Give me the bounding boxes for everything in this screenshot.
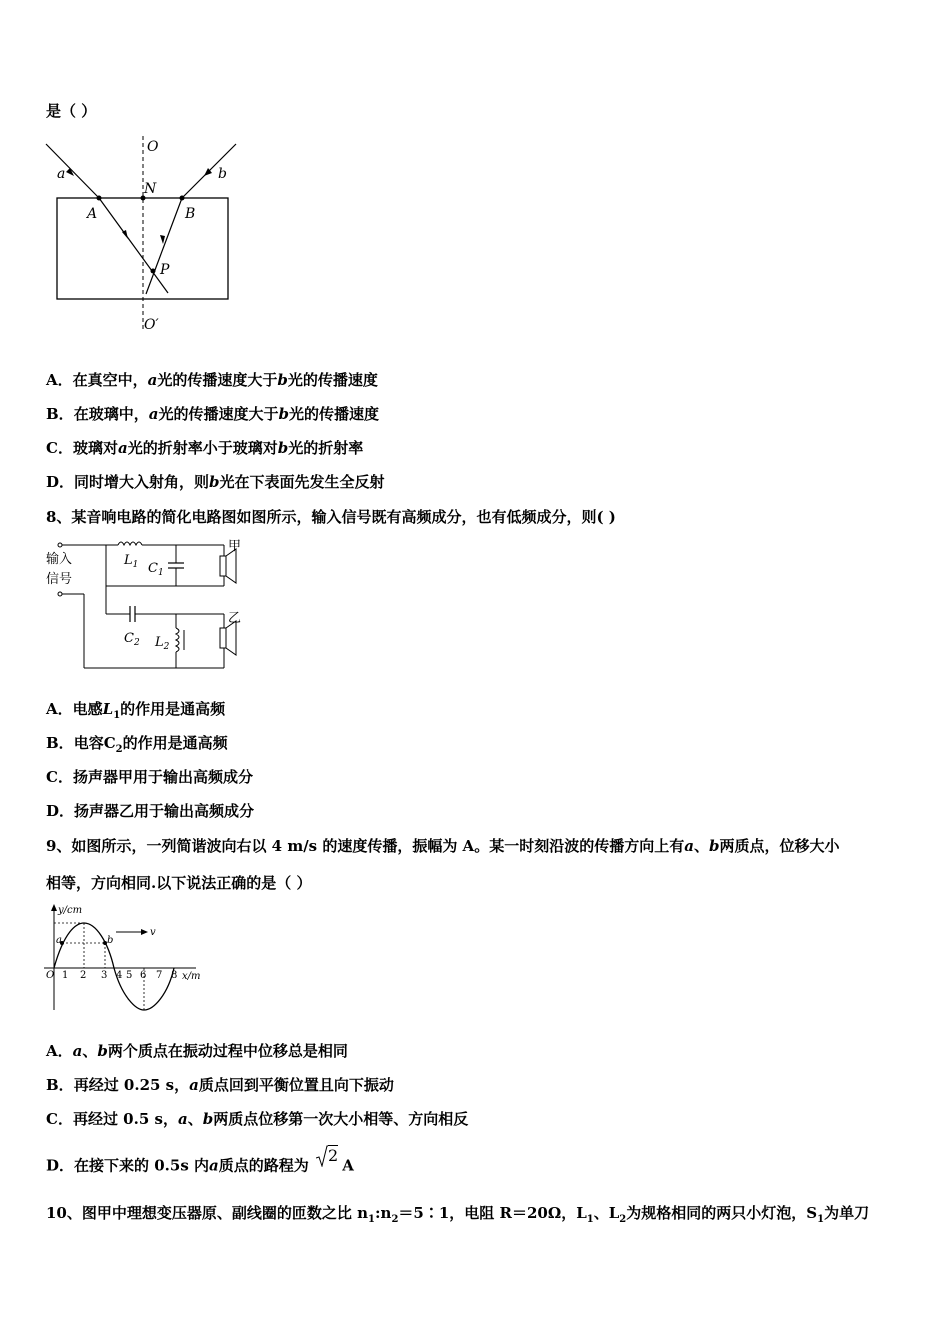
tick-8: 8 (171, 970, 178, 981)
terminal-top (58, 543, 62, 547)
q9-stem-line2: 相等，方向相同.以下说法正确的是（ ） (46, 874, 312, 892)
label-B: B (185, 206, 196, 222)
label-L1: $L_1$ (124, 553, 139, 570)
label-yaxis: y/cm (58, 905, 83, 916)
q7-option-C[interactable]: C．玻璃对a光的折射率小于玻璃对b光的折射率 (46, 439, 364, 457)
q7-option-A[interactable]: A．在真空中，a光的传播速度大于b光的传播速度 (46, 371, 378, 389)
q8-option-B[interactable]: B．电容$C_2$的作用是通高频 (46, 734, 228, 755)
q9-stem-line1: 9、如图所示，一列简谐波向右以 4 m/s 的速度传播，振幅为 A。某一时刻沿波的传播方向上有a、b两质点，位移大小 (46, 837, 840, 855)
speaker-yi (220, 628, 226, 648)
label-L2: $L_2$ (155, 635, 170, 652)
label-yi: 乙 (228, 611, 242, 626)
q7-stem-tail: 是（ ） (46, 102, 97, 120)
speaker-jia (220, 556, 226, 576)
tick-6: 6 (140, 970, 147, 981)
label-input-1: 输入 (46, 552, 73, 567)
inductor-L2 (176, 628, 179, 652)
ray-a-refracted (99, 198, 168, 293)
q8-option-D[interactable]: D．扬声器乙用于输出高频成分 (46, 802, 255, 820)
tick-2: 2 (80, 970, 87, 981)
terminal-bottom (58, 592, 62, 596)
label-a: a (56, 935, 62, 946)
label-O: O (147, 139, 159, 155)
inductor-L1 (118, 542, 142, 545)
label-A: A (87, 206, 98, 222)
tick-1: 1 (62, 970, 69, 981)
q9-option-A[interactable]: A．a、b两个质点在振动过程中位移总是相同 (46, 1042, 348, 1060)
tick-7: 7 (156, 970, 163, 981)
q8-circuit-figure (44, 536, 244, 676)
arrow-b2 (160, 235, 165, 244)
tick-3: 3 (101, 970, 108, 981)
label-b: b (218, 166, 227, 182)
label-v: v (150, 927, 156, 938)
ray-b-refracted (146, 198, 182, 294)
wave-curve (54, 923, 174, 1010)
sqrt-expression: 2 (316, 1145, 338, 1167)
label-C1: $C_1$ (148, 561, 164, 578)
q9-wave-figure (44, 902, 214, 1014)
point-A (97, 196, 102, 201)
q8-option-C[interactable]: C．扬声器甲用于输出高频成分 (46, 768, 253, 786)
q10-stem: 10、图甲中理想变压器原、副线圈的匝数之比 $n_1:n_2=5∶1$，电阻 R＝20Ω，$L_1$、$L_2$为规格相同的两只小灯泡，$S_1$为单刀 (46, 1204, 870, 1225)
q8-stem: 8、某音响电路的简化电路图如图所示，输入信号既有高频成分，也有低频成分，则( ) (46, 508, 616, 526)
q9-option-B[interactable]: B．再经过 0.25 s，a质点回到平衡位置且向下振动 (46, 1076, 394, 1094)
q7-option-D[interactable]: D．同时增大入射角，则b光在下表面先发生全反射 (46, 473, 385, 491)
label-origin: O (46, 970, 55, 981)
q7-refraction-figure (40, 136, 240, 336)
label-C2: $C_2$ (124, 631, 140, 648)
q7-option-B[interactable]: B．在玻璃中，a光的传播速度大于b光的传播速度 (46, 405, 379, 423)
label-N: N (144, 181, 157, 197)
label-Oprime: O′ (144, 317, 159, 333)
tick-5: 5 (126, 970, 133, 981)
ray-a-incident (46, 144, 99, 198)
label-a: a (57, 166, 66, 182)
point-P (151, 269, 156, 274)
tick-4: 4 (116, 970, 123, 981)
point-B (180, 196, 185, 201)
q9-option-D[interactable]: D．在接下来的 0.5s 内a质点的路程为 2A (46, 1145, 354, 1175)
label-P: P (160, 262, 170, 278)
q8-option-A[interactable]: A．电感$L_1$的作用是通高频 (46, 700, 226, 721)
label-input-2: 信号 (46, 572, 73, 587)
q9-option-C[interactable]: C．再经过 0.5 s，a、b两质点位移第一次大小相等、方向相反 (46, 1110, 469, 1128)
label-jia: 甲 (228, 539, 242, 554)
label-xaxis: x/m (182, 971, 201, 982)
label-b: b (107, 935, 114, 946)
sqrt-sign (316, 1145, 328, 1167)
